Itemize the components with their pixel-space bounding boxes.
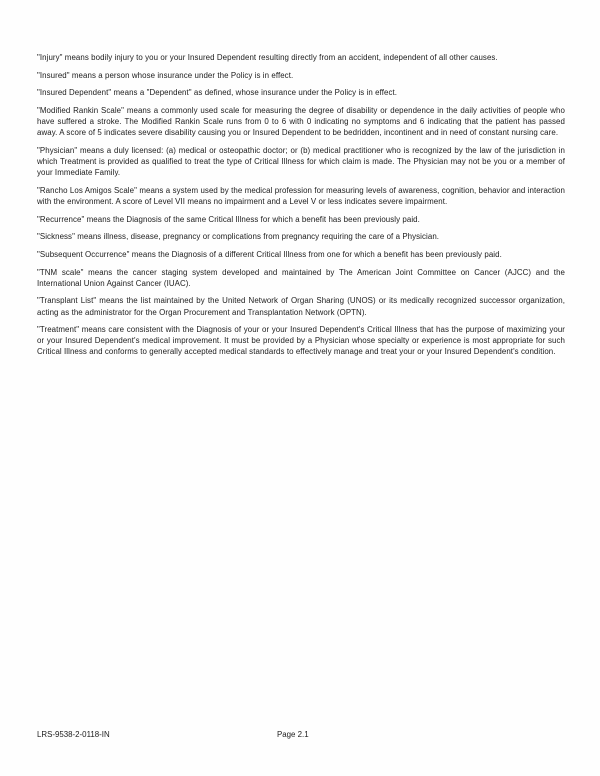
definition-paragraph-transplant-list: "Transplant List" means the list maintained by the United Network of Organ Sharing (UNOS) or its medically recognized successor organization, acting as the administrator for the Organ Procurement and Transplantation Network (OPTN).: [37, 296, 565, 317]
footer-page-number: Page 2.1: [277, 730, 309, 739]
definition-paragraph-recurrence: "Recurrence" means the Diagnosis of the same Critical Illness for which a benefit has been previously paid.: [37, 214, 420, 224]
definition-paragraph-sickness: "Sickness" means illness, disease, pregnancy or complications from pregnancy requiring the care of a Physician.: [37, 232, 440, 242]
definition-paragraph-modified-rankin-scale: "Modified Rankin Scale" means a commonly used scale for measuring the degree of disability or dependence in the daily activities of people who have suffered a stroke. The Modified Rankin Scale runs from 0 to 6 with 0 indicating no symptoms and 6 indicating that the patient has passed away. A score of 5 indicates severe disability causing you or Insured Dependent to be bedridden, incontinent and in need of constant nursing care.: [37, 106, 565, 138]
definition-paragraph-treatment: "Treatment" means care consistent with the Diagnosis of your or your Insured Dependent's Critical Illness that has the purpose of maximizing your or your Insured Dependent's medical improvement. It must be provided by a Physician whose specialty or experience is most appropriate for such Critical Illness and conforms to generally accepted medical standards to effectively manage and treat your or your Insured Dependent's condition.: [37, 325, 565, 357]
definition-paragraph-insured: "Insured" means a person whose insurance under the Policy is in effect.: [37, 70, 294, 80]
footer-form-id: LRS-9538-2-0118-IN: [37, 730, 110, 739]
definitions-body: [37, 52, 565, 358]
definition-paragraph-tnm-scale: "TNM scale" means the cancer staging system developed and maintained by The American Joint Committee on Cancer (AJCC) and the International Union Against Cancer (IUAC).: [37, 267, 565, 288]
definition-paragraph-subsequent-occurrence: "Subsequent Occurrence" means the Diagnosis of a different Critical Illness from one for which a benefit has been previously paid.: [37, 249, 502, 259]
definition-paragraph-physician: "Physician" means a duly licensed: (a) medical or osteopathic doctor; or (b) medical practitioner who is recognized by the law of the jurisdiction in which Treatment is provided as qualified to treat the type of Critical Illness for which claim is made. The Physician may not be you or a member of your Immediate Family.: [37, 145, 565, 178]
definition-paragraph-injury: "Injury" means bodily injury to you or your Insured Dependent resulting directly from an accident, independent of all other causes.: [37, 53, 498, 62]
definition-paragraph-insured-dependent: "Insured Dependent" means a "Dependent" as defined, whose insurance under the Policy is in effect.: [37, 88, 398, 98]
definition-paragraph-rancho-los-amigos-scale: "Rancho Los Amigos Scale" means a system used by the medical profession for measuring levels of awareness, cognition, behavior and interaction with the environment. A score of Level VII means no impairment and a Level V or less indicates severe impairment.: [37, 185, 565, 206]
page-footer: [37, 729, 565, 741]
